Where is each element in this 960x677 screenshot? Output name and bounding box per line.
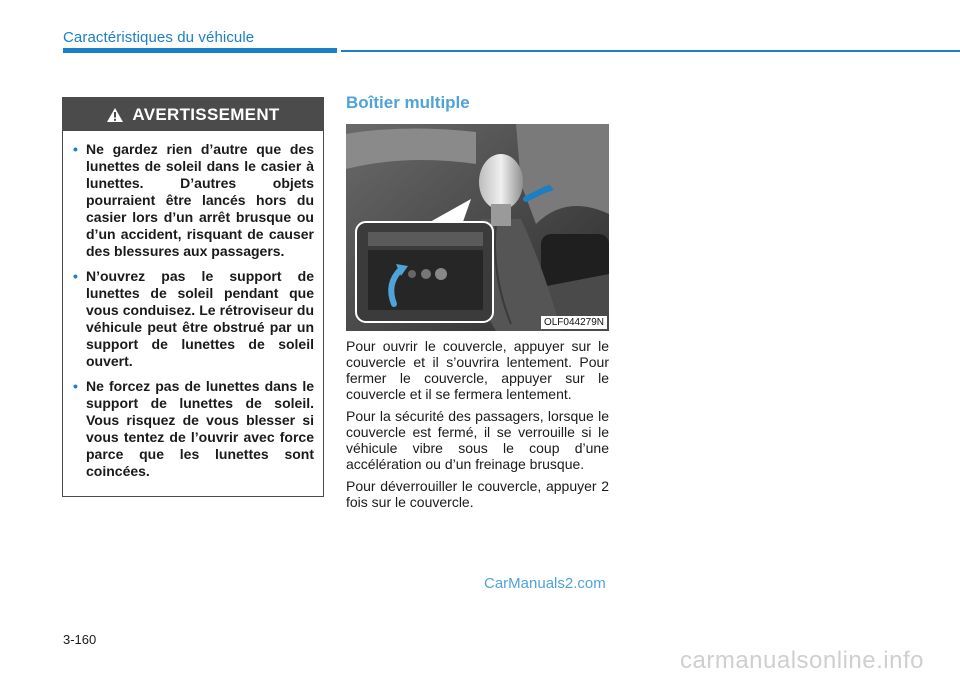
warning-header xyxy=(63,98,323,131)
section-header-title: Caractéristiques du véhicule xyxy=(63,29,255,46)
header-accent-bar xyxy=(63,48,337,53)
warning-title: AVERTISSEMENT xyxy=(132,104,280,124)
site-watermark: CarManuals2.com xyxy=(484,575,606,592)
warning-item xyxy=(73,378,314,480)
section-title: Boîtier multiple xyxy=(346,93,470,112)
figure-code: OLF044279N xyxy=(541,316,607,329)
warning-item xyxy=(73,141,314,260)
bullet-icon: • xyxy=(73,268,78,284)
warning-box xyxy=(62,97,324,497)
console-illustration xyxy=(346,124,609,331)
body-paragraph: Pour déverrouiller le couvercle, appuyer 2 fois sur le couvercle. xyxy=(346,478,609,510)
warning-item-text: Ne forcez pas de lunettes dans le support de lunettes de soleil. Vous risquez de vous blesser si vous tentez de l’ouvrir avec force parce que les lunettes sont coincées. xyxy=(86,378,314,479)
warning-item-text: N’ouvrez pas le support de lunettes de soleil pendant que vous conduisez. Le rétroviseur du véhicule peut être obstrué par un support de lunettes de soleil ouvert. xyxy=(86,268,314,369)
bullet-icon: • xyxy=(73,141,78,157)
page-number: 3-160 xyxy=(63,632,97,647)
body-paragraph: Pour la sécurité des passagers, lorsque le couvercle est fermé, il se verrouille si le véhicule vibre sous le coup d’une accélération ou d’un freinage brusque. xyxy=(346,408,609,472)
warning-triangle-icon xyxy=(106,107,124,123)
warning-list xyxy=(63,131,323,480)
warning-item xyxy=(73,268,314,370)
footer-watermark: carmanualsonline.info xyxy=(680,647,924,674)
header-rule xyxy=(341,50,960,52)
body-text xyxy=(346,338,609,516)
bullet-icon: • xyxy=(73,378,78,394)
warning-item-text: Ne gardez rien d’autre que des lunettes de soleil dans le casier à lunettes. D’autres objets pourraient être lancés hors du casier lors d’un arrêt brusque ou d’un accident, risquant de causer des blessures aux passagers. xyxy=(86,141,314,259)
console-photo xyxy=(346,124,609,331)
body-paragraph: Pour ouvrir le couvercle, appuyer sur le couvercle et il s’ouvrira lentement. Pour fermer le couvercle, appuyer sur le couvercle et il se fermera lentement. xyxy=(346,338,609,402)
